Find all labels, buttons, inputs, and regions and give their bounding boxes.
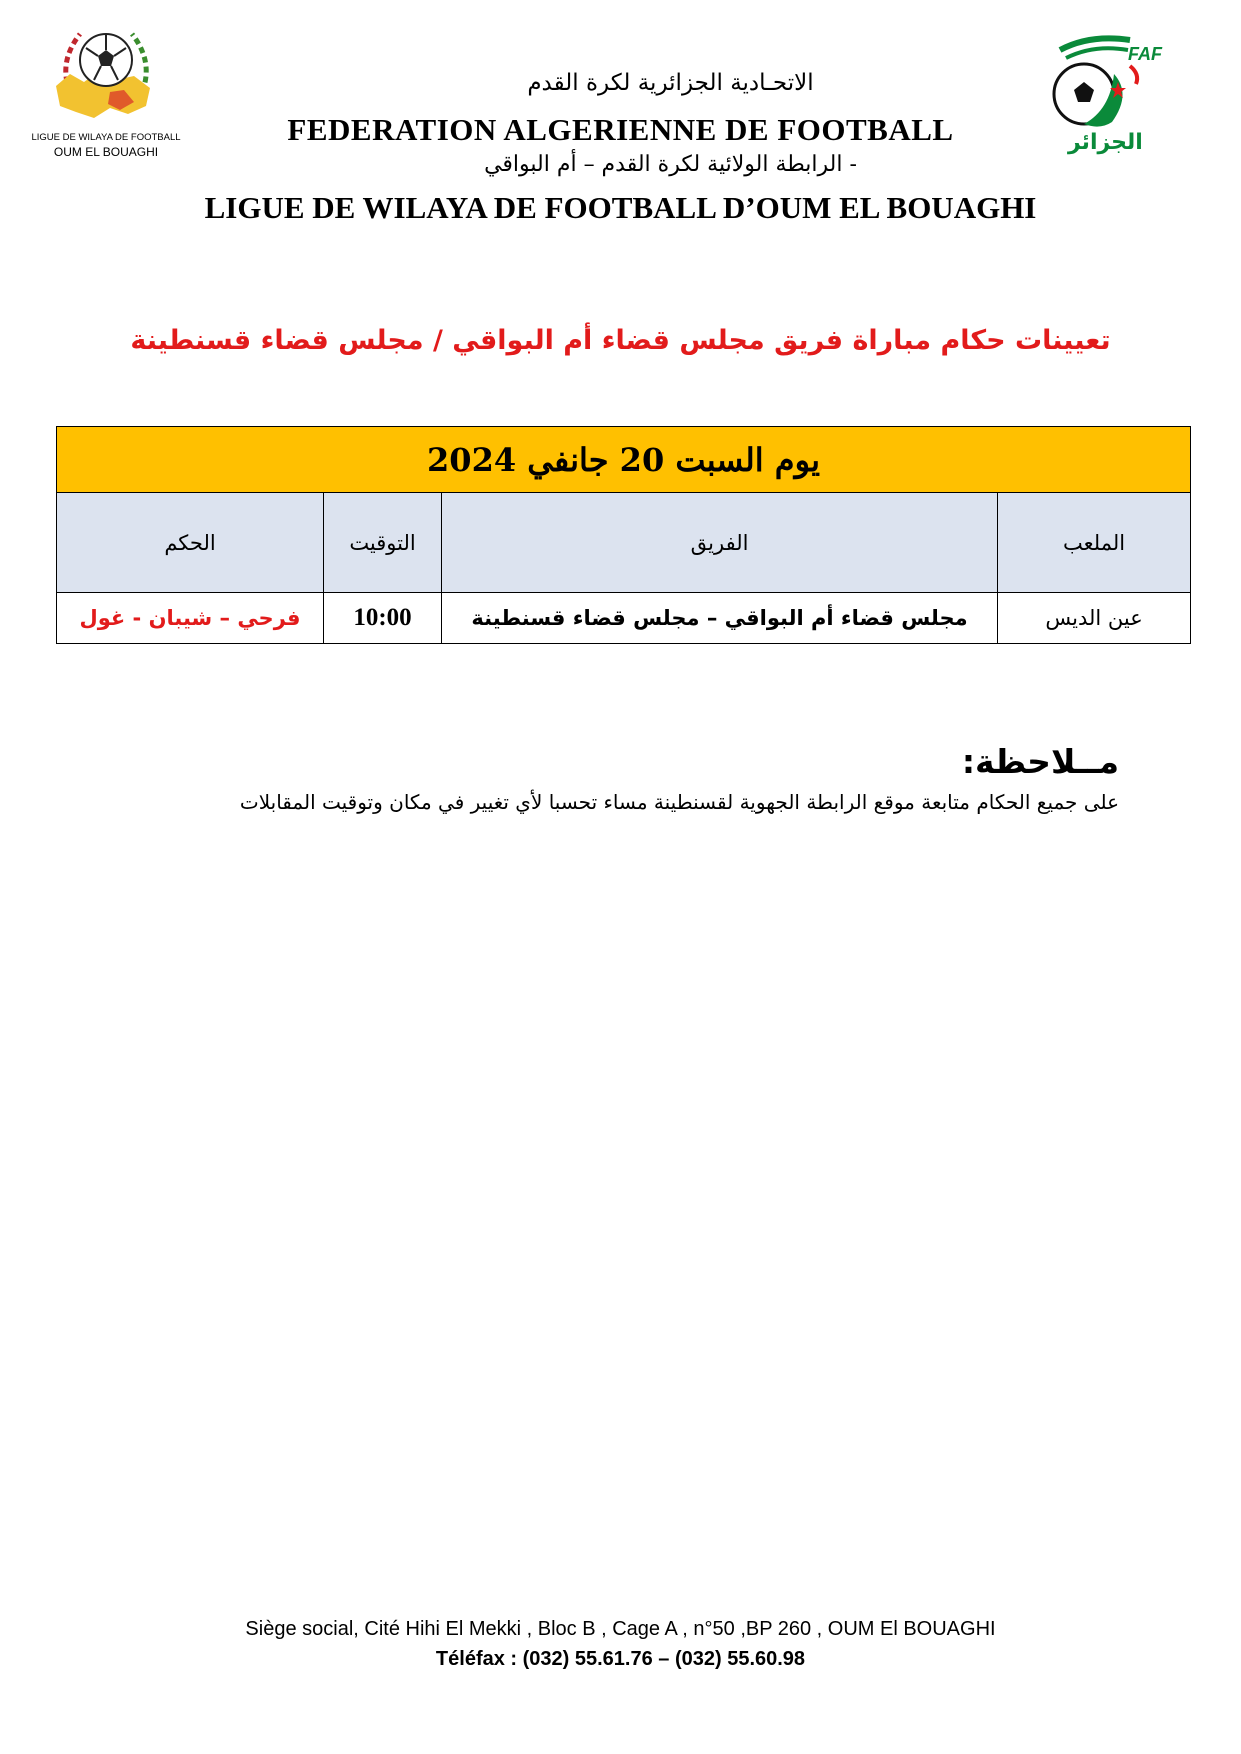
faf-logo-caption: الجزائر [1068, 130, 1143, 155]
league-logo-caption-line2: OUM EL BOUAGHI [53, 145, 159, 159]
note-title: مــلاحظة: [961, 742, 1119, 781]
date-row [57, 427, 1191, 493]
cell-referee: فرحي – شيبان - غول [57, 593, 324, 644]
footer-phone: Téléfax : (032) 55.61.76 – (032) 55.60.98 [435, 1648, 806, 1670]
header-league-arabic: الرابطة الولائية لكرة القدم – أم البواقي - [484, 152, 857, 177]
header-federation-french: FEDERATION ALGERIENNE DE FOOTBALL [287, 112, 954, 147]
header-federation-arabic: الاتحـادية الجزائرية لكرة القدم [527, 70, 814, 96]
match-date: يوم السبت 20 جانفي 2024 [57, 427, 1191, 493]
table-row [57, 593, 1191, 644]
header-team: الفريق [442, 493, 998, 593]
schedule-table [56, 426, 1191, 644]
league-logo-caption-line1: LIGUE DE WILAYA DE FOOTBALL [31, 132, 181, 143]
document-title: تعيينات حكام مباراة فريق مجلس قضاء أم البواقي / مجلس قضاء قسنطينة [130, 325, 1111, 356]
header-time: التوقيت [324, 493, 442, 593]
faf-brand-text: FAF [1128, 44, 1162, 64]
header-league-french: LIGUE DE WILAYA DE FOOTBALL D’OUM EL BOUAGHI [204, 190, 1037, 225]
table-header-row [57, 493, 1191, 593]
header-stadium: الملعب [998, 493, 1191, 593]
cell-time: 10:00 [324, 593, 442, 644]
footer-address: Siège social, Cité Hihi El Mekki , Bloc B , Cage A , n°50 ,BP 260 , OUM El BOUAGHI [245, 1618, 996, 1640]
header-referee: الحكم [57, 493, 324, 593]
cell-stadium: عين الديس [998, 593, 1191, 644]
note-text: على جميع الحكام متابعة موقع الرابطة الجهوية لقسنطينة مساء تحسبا لأي تغيير في مكان وتوقيت المقابلات [239, 790, 1119, 814]
cell-team: مجلس قضاء أم البواقي – مجلس قضاء قسنطينة [442, 593, 998, 644]
